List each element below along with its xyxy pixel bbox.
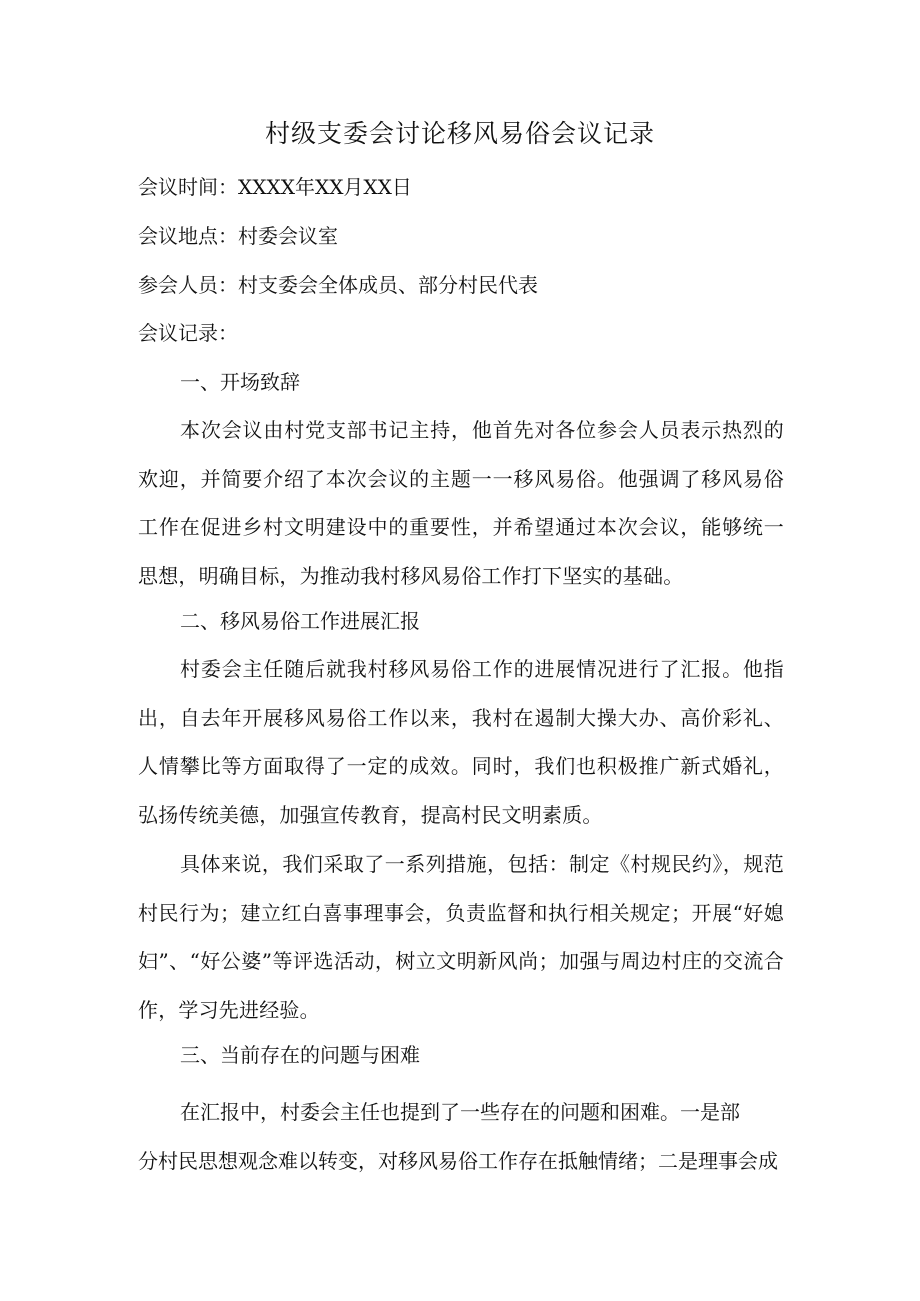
section-heading-opening: 一、开场致辞	[180, 370, 300, 394]
paragraph-measures: 具体来说，我们采取了一系列措施，包括：制定《村规民约》，规范村民行为；建立红白喜事理事会，负责监督和执行相关规定；开展“好媳妇”、“好公婆”等评选活动，树立文明新风尚；加强与周边村庄的交流合作，学习先进经验。	[138, 852, 784, 1023]
meeting-time: 会议时间：XXXX年XX月XX日	[138, 175, 412, 199]
section-heading-progress: 二、移风易俗工作进展汇报	[180, 609, 420, 633]
document-title: 村级支委会讨论移风易俗会议记录	[264, 119, 655, 148]
meeting-attendees: 参会人员：村支委会全体成员、部分村民代表	[138, 273, 538, 297]
meeting-record-label: 会议记录：	[138, 321, 238, 345]
meeting-place: 会议地点：村委会议室	[138, 224, 338, 248]
paragraph-problems-line-2: 分村民思想观念难以转变，对移风易俗工作存在抵触情绪；二是理事会成	[138, 1149, 778, 1173]
paragraph-opening: 本次会议由村党支部书记主持，他首先对各位参会人员表示热烈的欢迎，并简要介绍了本次会议的主题一一移风易俗。他强调了移风易俗工作在促进乡村文明建设中的重要性，并希望通过本次会议，能够统一思想，明确目标，为推动我村移风易俗工作打下坚实的基础。	[138, 418, 784, 589]
paragraph-problems-line-1: 在汇报中，村委会主任也提到了一些存在的问题和困难。一是部	[180, 1100, 740, 1124]
section-heading-problems: 三、当前存在的问题与困难	[180, 1043, 420, 1067]
paragraph-progress-report: 村委会主任随后就我村移风易俗工作的进展情况进行了汇报。他指出，自去年开展移风易俗工作以来，我村在遏制大操大办、高价彩礼、人情攀比等方面取得了一定的成效。同时，我们也积极推广新式婚礼，弘扬传统美德，加强宣传教育，提高村民文明素质。	[138, 657, 784, 828]
